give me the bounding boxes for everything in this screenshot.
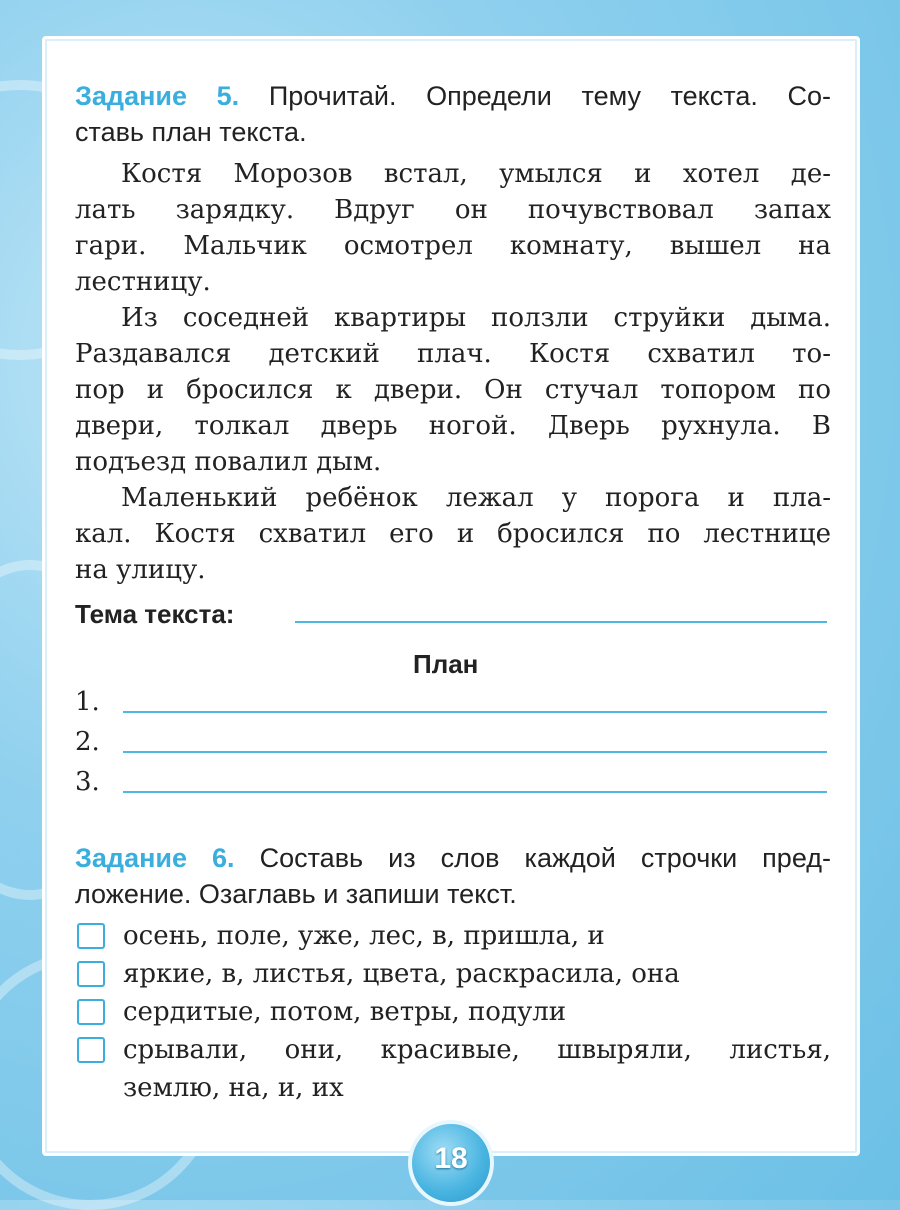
text-line: кал. Костя схватил его и бросился по лестнице (75, 519, 831, 549)
word-list-item: осень, поле, уже, лес, в, пришла, и (123, 921, 605, 951)
page-number-badge: 18 (408, 1120, 494, 1206)
theme-answer-line[interactable] (295, 621, 827, 623)
task5-instruction-line1 (75, 79, 831, 113)
plan-title: План (413, 649, 479, 679)
task5-instruction: Прочитай. Определи тему текста. Со- (268, 81, 831, 111)
item-checkbox[interactable] (77, 1037, 105, 1063)
text-line: Из соседней квартиры ползли струйки дыма. (121, 303, 831, 333)
word-list-item: землю, на, и, их (123, 1073, 344, 1103)
worksheet-page (42, 36, 860, 1156)
text-line: Маленький ребёнок лежал у порога и пла- (121, 483, 831, 513)
task6-instruction-line2: ложение. Озаглавь и запиши текст. (75, 879, 517, 909)
item-checkbox[interactable] (77, 923, 105, 949)
text-line: Раздавался детский плач. Костя схватил то- (75, 339, 831, 369)
text-line: на улицу. (75, 555, 206, 585)
text-line: двери, толкал дверь ногой. Дверь рухнула. В (75, 411, 831, 441)
text-line: подъезд повалил дым. (75, 447, 382, 477)
item-checkbox[interactable] (77, 961, 105, 987)
task6-instruction: Составь из слов каждой строчки пред- (259, 843, 831, 873)
word-list-item: сердитые, потом, ветры, подули (123, 997, 567, 1027)
word-list-item: яркие, в, листья, цвета, раскрасила, она (123, 959, 680, 989)
text-line: лать зарядку. Вдруг он почувствовал запах (75, 195, 831, 225)
text-line: гари. Мальчик осмотрел комнату, вышел на (75, 231, 831, 261)
plan-answer-line[interactable] (123, 791, 827, 793)
plan-number: 2. (75, 727, 100, 757)
task6-label: Задание 6. (75, 843, 235, 873)
word-list-item: срывали, они, красивые, швыряли, листья, (123, 1035, 831, 1065)
item-checkbox[interactable] (77, 999, 105, 1025)
plan-number: 1. (75, 687, 100, 717)
text-line: пор и бросился к двери. Он стучал топором по (75, 375, 831, 405)
task5-instruction-line2: ставь план текста. (75, 117, 307, 147)
plan-answer-line[interactable] (123, 751, 827, 753)
text-line: Костя Морозов встал, умылся и хотел де- (121, 159, 831, 189)
plan-answer-line[interactable] (123, 711, 827, 713)
plan-number: 3. (75, 767, 100, 797)
theme-label: Тема текста: (75, 599, 235, 629)
text-line: лестницу. (75, 267, 211, 297)
task5-label: Задание 5. (75, 81, 240, 111)
task6-instruction-line1 (75, 841, 831, 875)
